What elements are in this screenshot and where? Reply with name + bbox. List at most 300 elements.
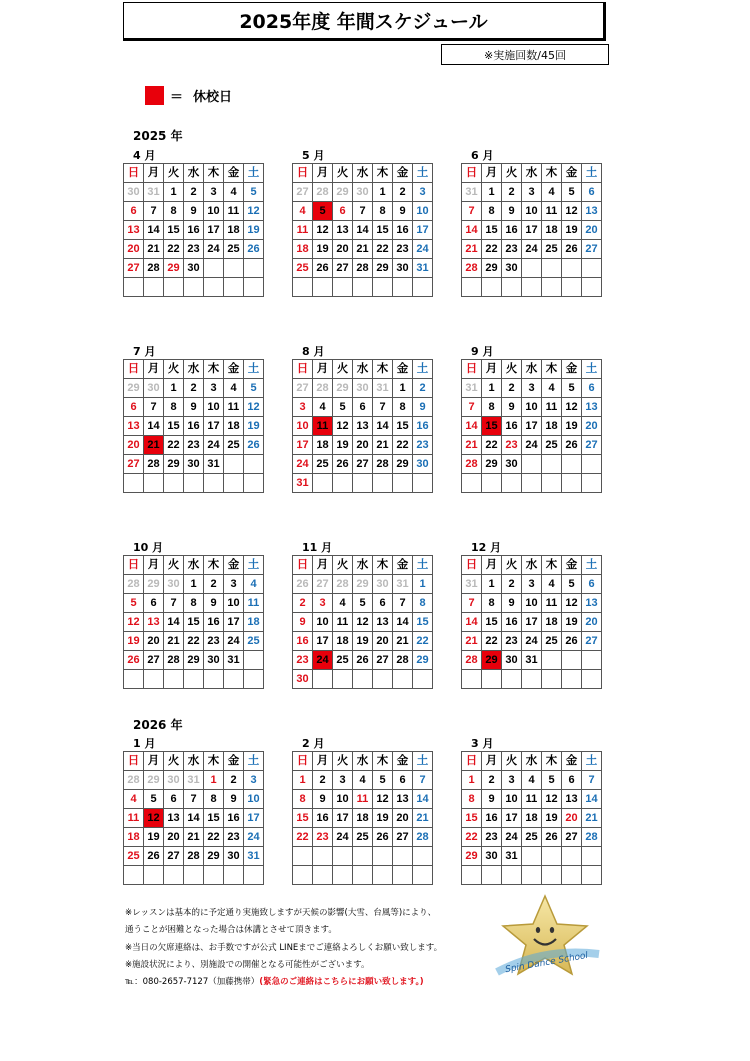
- day-cell: 7: [462, 594, 482, 613]
- day-cell: 22: [462, 828, 482, 847]
- weekday-header: 月: [313, 556, 333, 575]
- day-cell: 13: [333, 221, 353, 240]
- day-cell: 4: [542, 379, 562, 398]
- day-cell: 18: [224, 221, 244, 240]
- day-cell: 1: [482, 575, 502, 594]
- day-cell: [244, 455, 264, 474]
- day-cell: 26: [244, 436, 264, 455]
- day-cell: 12: [353, 613, 373, 632]
- weekday-header: 土: [244, 556, 264, 575]
- day-cell: 4: [353, 771, 373, 790]
- day-cell: 13: [393, 790, 413, 809]
- day-cell: 18: [224, 417, 244, 436]
- day-cell: 4: [244, 575, 264, 594]
- day-cell: 13: [164, 809, 184, 828]
- day-cell: 2: [502, 379, 522, 398]
- day-cell: [462, 474, 482, 493]
- day-cell: 25: [542, 436, 562, 455]
- day-cell: 15: [462, 809, 482, 828]
- day-cell: 11: [224, 202, 244, 221]
- day-cell: [124, 866, 144, 885]
- day-cell: 8: [413, 594, 433, 613]
- weekday-header: 金: [393, 752, 413, 771]
- day-cell: 14: [413, 790, 433, 809]
- day-cell: 14: [353, 221, 373, 240]
- day-cell: 20: [144, 632, 164, 651]
- day-cell: 12: [333, 417, 353, 436]
- day-cell: 29: [124, 379, 144, 398]
- day-cell: 28: [462, 259, 482, 278]
- weekday-header: 木: [373, 752, 393, 771]
- day-cell: 27: [582, 632, 602, 651]
- day-cell: 6: [582, 575, 602, 594]
- day-cell: 1: [293, 771, 313, 790]
- day-cell: 4: [313, 398, 333, 417]
- weekday-header: 日: [462, 556, 482, 575]
- day-cell: [313, 670, 333, 689]
- day-cell: 13: [124, 221, 144, 240]
- day-cell: [482, 670, 502, 689]
- weekday-header: 木: [204, 752, 224, 771]
- day-cell: 3: [333, 771, 353, 790]
- weekday-header: 日: [462, 752, 482, 771]
- day-cell: 13: [373, 613, 393, 632]
- closed-day-cell: 5: [313, 202, 333, 221]
- weekday-header: 木: [542, 360, 562, 379]
- day-cell: 8: [164, 398, 184, 417]
- day-cell: [244, 259, 264, 278]
- weekday-header: 日: [124, 752, 144, 771]
- day-cell: 20: [582, 613, 602, 632]
- day-cell: 14: [393, 613, 413, 632]
- weekday-header: 月: [482, 164, 502, 183]
- weekday-header: 火: [502, 360, 522, 379]
- month-label: 9 月: [471, 345, 494, 358]
- day-cell: 16: [502, 613, 522, 632]
- day-cell: 14: [462, 417, 482, 436]
- day-cell: 29: [204, 847, 224, 866]
- day-cell: 18: [522, 809, 542, 828]
- day-cell: [393, 670, 413, 689]
- day-cell: 1: [413, 575, 433, 594]
- day-cell: [164, 278, 184, 297]
- day-cell: 16: [482, 809, 502, 828]
- day-cell: 28: [313, 379, 333, 398]
- day-cell: 28: [393, 651, 413, 670]
- day-cell: [224, 455, 244, 474]
- day-cell: 30: [482, 847, 502, 866]
- day-cell: 7: [144, 398, 164, 417]
- day-cell: 27: [293, 379, 313, 398]
- weekday-header: 月: [144, 752, 164, 771]
- day-cell: [164, 474, 184, 493]
- day-cell: 22: [482, 240, 502, 259]
- day-cell: 17: [333, 809, 353, 828]
- day-cell: 27: [562, 828, 582, 847]
- day-cell: 18: [313, 436, 333, 455]
- day-cell: 30: [124, 183, 144, 202]
- day-cell: 17: [204, 221, 224, 240]
- day-cell: 23: [293, 651, 313, 670]
- weekday-header: 日: [124, 360, 144, 379]
- day-cell: 7: [373, 398, 393, 417]
- day-cell: [582, 474, 602, 493]
- day-cell: 9: [413, 398, 433, 417]
- day-cell: 30: [353, 183, 373, 202]
- day-cell: [582, 455, 602, 474]
- day-cell: 10: [313, 613, 333, 632]
- day-cell: 9: [224, 790, 244, 809]
- day-cell: 11: [542, 594, 562, 613]
- day-cell: 3: [244, 771, 264, 790]
- day-cell: 26: [562, 240, 582, 259]
- day-cell: [413, 670, 433, 689]
- day-cell: 24: [522, 436, 542, 455]
- month-calendar: [292, 359, 433, 493]
- weekday-header: 土: [582, 164, 602, 183]
- day-cell: [542, 847, 562, 866]
- day-cell: [244, 651, 264, 670]
- day-cell: 12: [244, 202, 264, 221]
- day-cell: [204, 278, 224, 297]
- day-cell: 23: [184, 240, 204, 259]
- day-cell: 29: [144, 771, 164, 790]
- day-cell: 2: [184, 183, 204, 202]
- day-cell: 1: [393, 379, 413, 398]
- day-cell: 6: [124, 398, 144, 417]
- closed-day-cell: 11: [313, 417, 333, 436]
- day-cell: [373, 847, 393, 866]
- day-cell: 6: [562, 771, 582, 790]
- day-cell: 14: [164, 613, 184, 632]
- weekday-header: 水: [184, 360, 204, 379]
- day-cell: 26: [244, 240, 264, 259]
- day-cell: 16: [313, 809, 333, 828]
- day-cell: 5: [373, 771, 393, 790]
- day-cell: 31: [184, 771, 204, 790]
- day-cell: 23: [502, 632, 522, 651]
- day-cell: [124, 474, 144, 493]
- weekday-header: 火: [502, 556, 522, 575]
- day-cell: 31: [502, 847, 522, 866]
- day-cell: [502, 278, 522, 297]
- day-cell: 9: [313, 790, 333, 809]
- day-cell: 18: [542, 417, 562, 436]
- weekday-header: 土: [413, 556, 433, 575]
- day-cell: 15: [164, 221, 184, 240]
- day-cell: 18: [333, 632, 353, 651]
- day-cell: 7: [393, 594, 413, 613]
- month-label: 11 月: [302, 541, 333, 554]
- day-cell: 27: [373, 651, 393, 670]
- day-cell: [204, 259, 224, 278]
- day-cell: 10: [522, 594, 542, 613]
- day-cell: 14: [144, 417, 164, 436]
- day-cell: 19: [124, 632, 144, 651]
- legend-equals: ＝: [170, 90, 184, 105]
- day-cell: 30: [184, 259, 204, 278]
- day-cell: 28: [124, 771, 144, 790]
- day-cell: 1: [204, 771, 224, 790]
- weekday-header: 日: [462, 164, 482, 183]
- day-cell: [373, 866, 393, 885]
- day-cell: 30: [293, 670, 313, 689]
- weekday-header: 土: [244, 752, 264, 771]
- day-cell: 29: [482, 455, 502, 474]
- day-cell: 13: [582, 202, 602, 221]
- day-cell: 5: [562, 183, 582, 202]
- day-cell: 27: [393, 828, 413, 847]
- weekday-header: 木: [373, 164, 393, 183]
- day-cell: 5: [244, 379, 264, 398]
- day-cell: 19: [542, 809, 562, 828]
- weekday-header: 金: [224, 556, 244, 575]
- weekday-header: 木: [373, 556, 393, 575]
- day-cell: 3: [522, 183, 542, 202]
- day-cell: 1: [164, 379, 184, 398]
- day-cell: 23: [224, 828, 244, 847]
- day-cell: [144, 278, 164, 297]
- day-cell: [353, 670, 373, 689]
- day-cell: 17: [224, 613, 244, 632]
- month-calendar: [292, 163, 433, 297]
- day-cell: [184, 670, 204, 689]
- day-cell: 25: [313, 455, 333, 474]
- weekday-header: 火: [333, 164, 353, 183]
- day-cell: [522, 670, 542, 689]
- day-cell: 29: [482, 259, 502, 278]
- day-cell: 15: [413, 613, 433, 632]
- day-cell: [244, 278, 264, 297]
- day-cell: 14: [373, 417, 393, 436]
- day-cell: 29: [164, 455, 184, 474]
- day-cell: [184, 474, 204, 493]
- day-cell: [144, 670, 164, 689]
- day-cell: 20: [373, 632, 393, 651]
- day-cell: [562, 259, 582, 278]
- day-cell: 21: [393, 632, 413, 651]
- day-cell: 7: [353, 202, 373, 221]
- day-cell: 27: [353, 455, 373, 474]
- day-cell: 16: [393, 221, 413, 240]
- day-cell: 5: [124, 594, 144, 613]
- day-cell: 29: [184, 651, 204, 670]
- day-cell: [542, 455, 562, 474]
- day-cell: 29: [333, 379, 353, 398]
- day-cell: [502, 866, 522, 885]
- day-cell: [224, 670, 244, 689]
- day-cell: 1: [373, 183, 393, 202]
- logo-text: Spin Dance School: [504, 950, 589, 976]
- day-cell: [413, 278, 433, 297]
- day-cell: [224, 474, 244, 493]
- day-cell: 12: [562, 398, 582, 417]
- day-cell: 27: [164, 847, 184, 866]
- day-cell: 26: [353, 651, 373, 670]
- weekday-header: 水: [522, 164, 542, 183]
- day-cell: 11: [124, 809, 144, 828]
- weekday-header: 月: [482, 752, 502, 771]
- weekday-header: 水: [184, 556, 204, 575]
- weekday-header: 日: [293, 556, 313, 575]
- day-cell: 9: [184, 398, 204, 417]
- day-cell: 31: [204, 455, 224, 474]
- day-cell: 9: [293, 613, 313, 632]
- day-cell: 25: [244, 632, 264, 651]
- day-cell: [542, 278, 562, 297]
- day-cell: 6: [164, 790, 184, 809]
- weekday-header: 木: [542, 752, 562, 771]
- day-cell: [144, 474, 164, 493]
- day-cell: 11: [333, 613, 353, 632]
- day-cell: [502, 474, 522, 493]
- day-cell: 16: [502, 221, 522, 240]
- day-cell: 19: [562, 613, 582, 632]
- day-cell: [542, 866, 562, 885]
- day-cell: [393, 847, 413, 866]
- day-cell: 28: [144, 259, 164, 278]
- day-cell: 18: [293, 240, 313, 259]
- weekday-header: 木: [204, 556, 224, 575]
- day-cell: 29: [413, 651, 433, 670]
- day-cell: 26: [562, 436, 582, 455]
- month-label: 12 月: [471, 541, 502, 554]
- day-cell: 28: [373, 455, 393, 474]
- day-cell: 10: [204, 202, 224, 221]
- day-cell: 2: [293, 594, 313, 613]
- day-cell: 15: [373, 221, 393, 240]
- day-cell: [124, 278, 144, 297]
- month-calendar: [123, 751, 264, 885]
- month-calendar: [461, 163, 602, 297]
- day-cell: 22: [293, 828, 313, 847]
- day-cell: 8: [164, 202, 184, 221]
- weekday-header: 月: [144, 360, 164, 379]
- day-cell: 17: [293, 436, 313, 455]
- day-cell: 29: [164, 259, 184, 278]
- day-cell: 21: [353, 240, 373, 259]
- day-cell: [562, 866, 582, 885]
- month-calendar: [123, 163, 264, 297]
- weekday-header: 金: [393, 360, 413, 379]
- weekday-header: 日: [293, 360, 313, 379]
- day-cell: 10: [333, 790, 353, 809]
- day-cell: 11: [244, 594, 264, 613]
- closed-day-cell: 21: [144, 436, 164, 455]
- day-cell: 11: [542, 398, 562, 417]
- day-cell: 12: [373, 790, 393, 809]
- month-label: 3 月: [471, 737, 494, 750]
- day-cell: 24: [293, 455, 313, 474]
- day-cell: 24: [522, 632, 542, 651]
- day-cell: 22: [413, 632, 433, 651]
- weekday-header: 火: [333, 556, 353, 575]
- day-cell: 25: [124, 847, 144, 866]
- day-cell: 29: [373, 259, 393, 278]
- day-cell: 13: [562, 790, 582, 809]
- closed-day-cell: 24: [313, 651, 333, 670]
- day-cell: [353, 847, 373, 866]
- day-cell: 23: [393, 240, 413, 259]
- day-cell: 27: [124, 455, 144, 474]
- day-cell: [562, 278, 582, 297]
- day-cell: [413, 474, 433, 493]
- day-cell: 21: [582, 809, 602, 828]
- day-cell: [542, 259, 562, 278]
- day-cell: [184, 866, 204, 885]
- day-cell: 24: [204, 436, 224, 455]
- day-cell: 17: [244, 809, 264, 828]
- day-cell: 1: [482, 379, 502, 398]
- day-cell: 30: [502, 259, 522, 278]
- weekday-header: 金: [562, 360, 582, 379]
- day-cell: 8: [482, 398, 502, 417]
- day-cell: 25: [522, 828, 542, 847]
- day-cell: 3: [293, 398, 313, 417]
- day-cell: 28: [144, 455, 164, 474]
- weekday-header: 火: [333, 360, 353, 379]
- day-cell: [413, 866, 433, 885]
- day-cell: [462, 866, 482, 885]
- day-cell: 7: [164, 594, 184, 613]
- day-cell: 22: [184, 632, 204, 651]
- tel-line: [125, 974, 442, 991]
- day-cell: 15: [293, 809, 313, 828]
- day-cell: 31: [413, 259, 433, 278]
- day-cell: 19: [244, 417, 264, 436]
- weekday-header: 火: [502, 752, 522, 771]
- day-cell: 10: [522, 202, 542, 221]
- day-cell: [313, 474, 333, 493]
- day-cell: 8: [184, 594, 204, 613]
- day-cell: [582, 847, 602, 866]
- day-cell: [204, 670, 224, 689]
- day-cell: 17: [522, 613, 542, 632]
- day-cell: 12: [313, 221, 333, 240]
- day-cell: [353, 278, 373, 297]
- day-cell: [224, 278, 244, 297]
- day-cell: 22: [482, 436, 502, 455]
- page-title: 2025年度 年間スケジュール: [123, 2, 606, 41]
- legend: [145, 86, 232, 105]
- day-cell: 9: [502, 594, 522, 613]
- day-cell: 6: [124, 202, 144, 221]
- day-cell: [373, 474, 393, 493]
- weekday-header: 日: [293, 164, 313, 183]
- day-cell: [582, 259, 602, 278]
- day-cell: 30: [224, 847, 244, 866]
- day-cell: [582, 278, 602, 297]
- day-cell: 11: [353, 790, 373, 809]
- day-cell: [462, 670, 482, 689]
- day-cell: 28: [582, 828, 602, 847]
- day-cell: 28: [333, 575, 353, 594]
- weekday-header: 月: [313, 752, 333, 771]
- day-cell: 23: [184, 436, 204, 455]
- note-line-1: ※レッスンは基本的に予定通り実施致しますが天候の影響(大雪、台風等)により、: [125, 908, 437, 918]
- weekday-header: 土: [244, 360, 264, 379]
- day-cell: 12: [562, 202, 582, 221]
- day-cell: 27: [582, 436, 602, 455]
- day-cell: 4: [124, 790, 144, 809]
- day-cell: 14: [462, 221, 482, 240]
- day-cell: 14: [582, 790, 602, 809]
- day-cell: 28: [164, 651, 184, 670]
- day-cell: 25: [224, 436, 244, 455]
- day-cell: 21: [373, 436, 393, 455]
- day-cell: 19: [244, 221, 264, 240]
- day-cell: 22: [482, 632, 502, 651]
